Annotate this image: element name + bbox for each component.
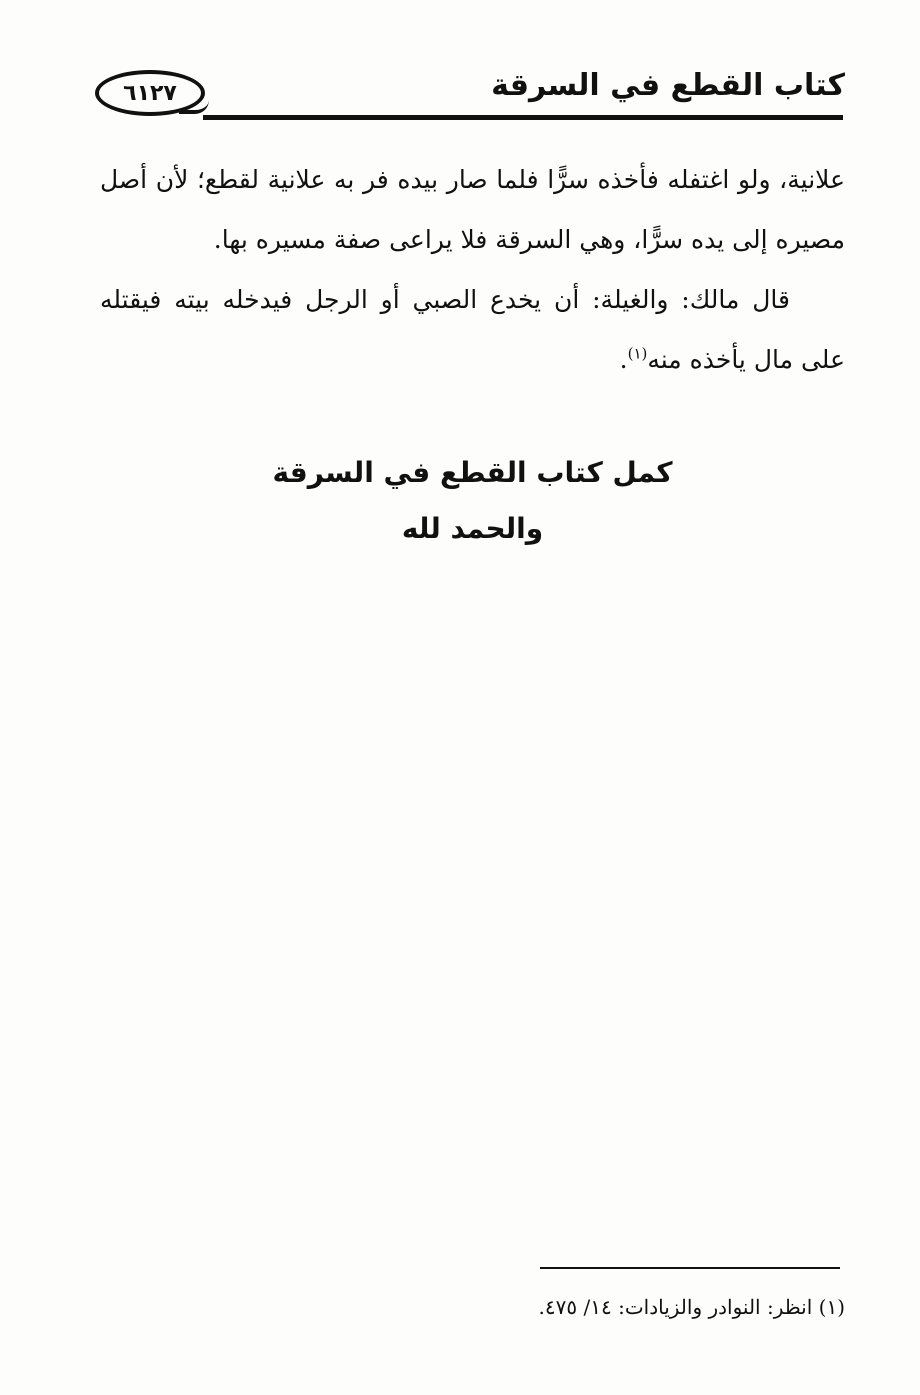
header-rule: [203, 115, 843, 120]
footnote: [100, 1290, 845, 1324]
main-text: [100, 150, 845, 390]
paragraph: [100, 270, 845, 390]
footnote-text: (١) انظر: النوادر والزيادات: ١٤/ ٤٧٥.: [538, 1295, 845, 1319]
page-number-badge: [95, 70, 205, 116]
paragraph-text: قال مالك: والغيلة: أن يخدع الصبي أو الرجل فيدخله بيته فيقتله على مال يأخذه منه: [100, 285, 845, 374]
paragraph-end: .: [619, 345, 628, 374]
running-title: كتاب القطع في السرقة: [491, 68, 845, 103]
colophon-line: كمل كتاب القطع في السرقة: [272, 456, 673, 489]
page-header: [95, 62, 845, 122]
page-number: ٦١٢٧: [123, 80, 177, 106]
colophon: [100, 445, 845, 557]
paragraph-text: علانية، ولو اغتفله فأخذه سرًّا فلما صار بيده فر به علانية لقطع؛ لأن أصل مصيره إلى يده سرًّا، وهي السرقة فلا يراعى صفة مسيره بها.: [100, 165, 845, 254]
footnote-reference[interactable]: (١): [627, 344, 648, 363]
footnote-separator: [540, 1267, 840, 1269]
colophon-line: والحمد لله: [401, 512, 544, 545]
paragraph: [100, 150, 845, 270]
